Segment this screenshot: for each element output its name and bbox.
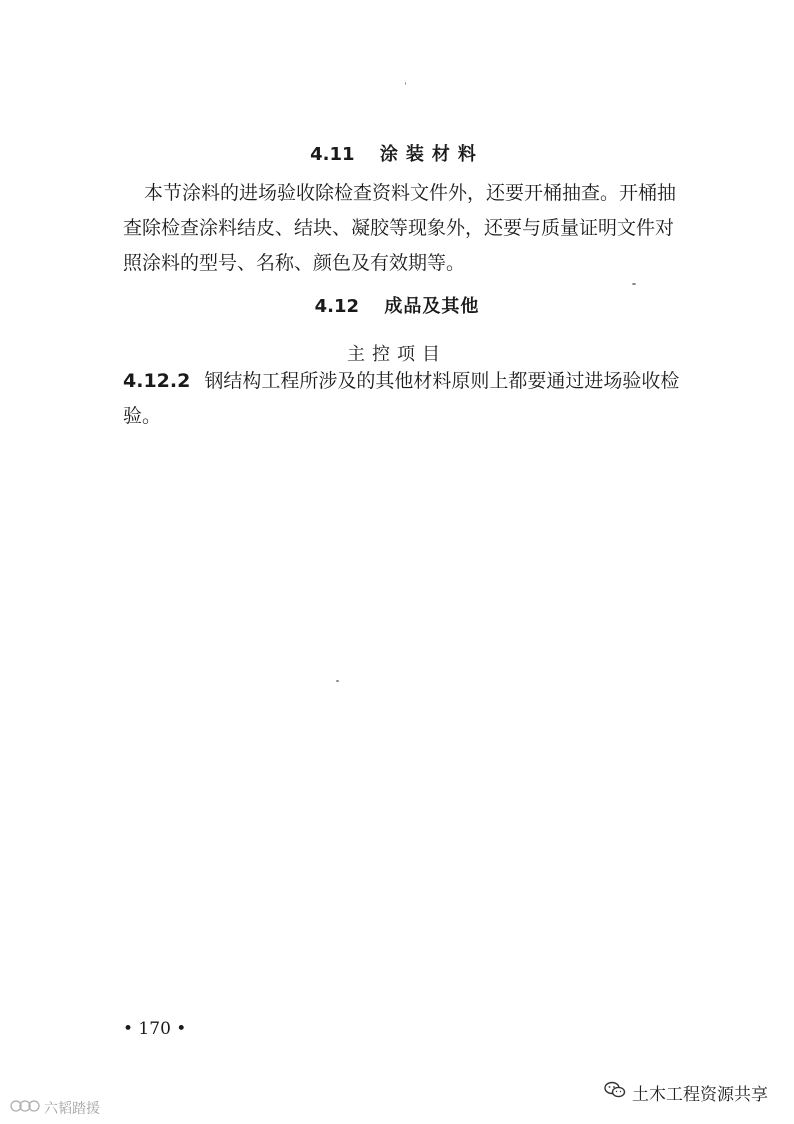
page-number: • 170 •	[123, 1019, 187, 1039]
section-title: 成品及其他	[384, 296, 480, 317]
clause-text: 钢结构工程所涉及的其他材料原则上都要通过进场验收检验。	[123, 370, 680, 427]
watermark-left	[10, 1098, 100, 1118]
watermark-right-text: 土木工程资源共享	[632, 1085, 768, 1105]
wechat-icon	[604, 1081, 626, 1104]
scan-speck	[405, 82, 406, 85]
section-number: 4.11	[310, 144, 355, 165]
scan-speck	[632, 283, 636, 285]
section-paragraph	[123, 176, 683, 281]
section-heading-4-12	[0, 292, 794, 318]
watermark-right	[604, 1080, 768, 1105]
clause-number: 4.12.2	[123, 370, 191, 392]
paragraph-text: 本节涂料的进场验收除检查资料文件外，还要开桶抽查。开桶抽查除检查涂料结皮、结块、凝胶等现象外，还要与质量证明文件对照涂料的型号、名称、颜色及有效期等。	[123, 182, 677, 274]
section-title: 涂装材料	[379, 144, 484, 165]
section-number: 4.12	[314, 296, 360, 317]
logo-icon	[10, 1098, 40, 1118]
section-heading-4-11	[0, 140, 794, 166]
subheading: 主控项目	[347, 344, 447, 365]
watermark-left-text: 六韬踏援	[44, 1101, 100, 1117]
scan-speck	[336, 680, 339, 682]
clause	[123, 364, 683, 434]
